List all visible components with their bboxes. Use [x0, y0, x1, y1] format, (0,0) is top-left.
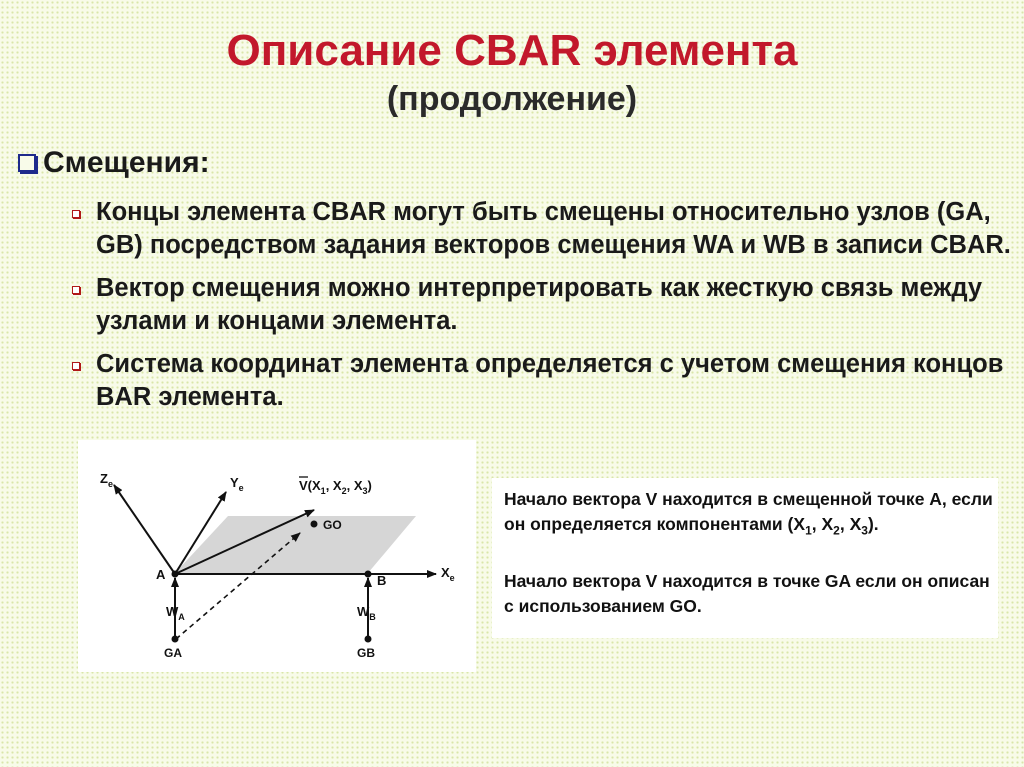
a-label: A: [156, 567, 166, 582]
note-paragraph-2: Начало вектора V находится в точке GA если он описан с использованием GO.: [504, 570, 990, 616]
bullet-text: Система координат элемента определяется с учетом смещения концов BAR элемента.: [96, 350, 1004, 411]
diagram-svg: [78, 440, 476, 672]
ga-label: GA: [164, 646, 182, 660]
element-plane: [175, 516, 416, 573]
point-ga: [172, 636, 179, 643]
section-heading: [18, 146, 210, 180]
list-item: [72, 272, 1012, 338]
slide-subtitle: (продолжение): [386, 80, 638, 118]
bullet-text: Вектор смещения можно интерпретировать как жесткую связь между узлами и концами элемента.: [96, 274, 983, 335]
b-label: B: [377, 573, 387, 588]
list-item: [72, 196, 1012, 262]
section-heading-text: Смещения:: [43, 146, 210, 179]
cbar-offset-diagram: [78, 440, 476, 672]
go-label: GO: [323, 518, 342, 532]
vector-v-label: $V(X_1$, $X_2$, $X_3$): [299, 478, 372, 496]
wb-label: $W_B$: [357, 604, 376, 622]
point-b: [365, 571, 372, 578]
bullet-list: [72, 196, 1012, 424]
ze-label: $Z_e$: [100, 471, 113, 489]
point-go: [311, 521, 318, 528]
wa-label: $W_A$: [166, 604, 185, 622]
bullet-text: Концы элемента CBAR могут быть смещены относительно узлов (GA, GB) посредством задания векторов смещения WA и WB в записи CBAR.: [96, 198, 1011, 259]
ze-axis: [114, 485, 175, 574]
square-bullet-icon: [72, 210, 80, 218]
note-paragraph-1: Начало вектора V находится в смещенной точке A, если он определяется компонентами ($X_1$, $X_2$, $X_3$).: [504, 489, 993, 538]
explanation-box: [492, 478, 998, 638]
square-bullet-icon: [72, 362, 80, 370]
square-bullet-icon: [72, 286, 80, 294]
xe-label: $X_e$: [441, 565, 455, 583]
point-a: [172, 571, 179, 578]
point-gb: [365, 636, 372, 643]
checkbox-bullet-icon: [18, 154, 36, 172]
gb-label: GB: [357, 646, 375, 660]
ye-label: $Y_e$: [230, 475, 244, 493]
list-item: [72, 348, 1012, 414]
slide-title: Описание CBAR элемента: [226, 26, 798, 75]
